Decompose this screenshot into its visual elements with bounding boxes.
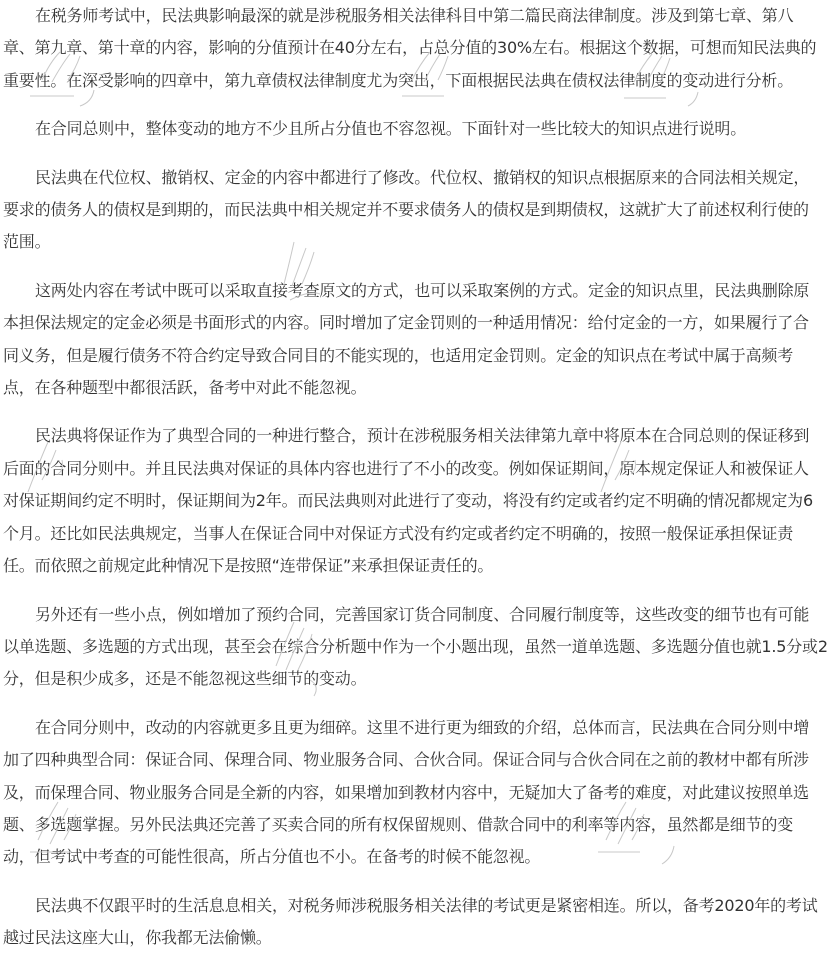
paragraph-line: 本担保法规定的定金必须是书面形式的内容。同时增加了定金罚则的一种适用情况：给付定金的一方，如果履行了合 xyxy=(3,313,809,333)
paragraph-guarantee xyxy=(3,420,828,582)
paragraph-line: 个月。还比如民法典规定，当事人在保证合同中对保证方式没有约定或者约定不明确的，按照一般保证承担保证责 xyxy=(3,523,794,543)
paragraph-line: 加了四种典型合同：保证合同、保理合同、物业服务合同、合伙合同。保证合同与合伙合同在之前的教材中都有所涉 xyxy=(3,750,809,770)
paragraph-line: 越过民法这座大山，你我都无法偷懒。 xyxy=(3,928,272,948)
paragraph-deposit xyxy=(3,275,828,405)
paragraph-line: 要求的债务人的债权是到期的，而民法典中相关规定并不要求债务人的债权是到期债权，这就扩大了前述权利行使的 xyxy=(3,200,809,220)
paragraph-line: 民法典在代位权、撤销权、定金的内容中都进行了修改。代位权、撤销权的知识点根据原来的合同法相关规定， xyxy=(35,167,810,187)
paragraph-line: 分，但是积少成多，还是不能忽视这些细节的变动。 xyxy=(3,669,367,689)
paragraph-subrogation-revocation xyxy=(3,162,828,259)
paragraph-line: 这两处内容在考试中既可以采取直接考查原文的方式，也可以采取案例的方式。定金的知识点里，民法典删除原 xyxy=(35,280,810,300)
paragraph-intro xyxy=(3,0,828,97)
paragraph-line: 以单选题、多选题的方式出现，甚至会在综合分析题中作为一个小题出现，虽然一道单选题、多选题分值也就1.5分或2 xyxy=(3,636,828,656)
paragraph-line: 另外还有一些小点，例如增加了预约合同，完善国家订货合同制度、合同履行制度等，这些改变的细节也有可能 xyxy=(35,604,810,624)
paragraph-line: 在税务师考试中，民法典影响最深的就是涉税服务相关法律科目中第二篇民商法律制度。涉及到第七章、第八 xyxy=(35,6,794,25)
paragraph-line: 对保证期间约定不明时，保证期间为2年。而民法典则对此进行了变动，将没有约定或者约定不明确的情况都规定为6 xyxy=(3,491,813,511)
paragraph-line: 题、多选题掌握。另外民法典还完善了买卖合同的所有权保留规则、借款合同中的利率等内容，虽然都是细节的变 xyxy=(3,814,794,834)
paragraph-line: 在合同分则中，改动的内容就更多且更为细碎。这里不进行更为细致的介绍，总体而言，民法典在合同分则中增 xyxy=(35,717,810,737)
paragraph-line: 民法典不仅跟平时的生活息息相关，对税务师涉税服务相关法律的考试更是紧密相连。所以，备考2020年的考试 xyxy=(35,895,818,915)
paragraph-minor-points xyxy=(3,599,828,696)
paragraph-line: 后面的合同分则中。并且民法典对保证的具体内容也进行了不小的改变。例如保证期间，原本规定保证人和被保证人 xyxy=(3,458,809,478)
paragraph-conclusion xyxy=(3,890,828,955)
paragraph-contract-specific xyxy=(3,712,828,874)
paragraph-line: 动，但考试中考查的可能性很高，所占分值也不小。在备考的时候不能忽视。 xyxy=(3,847,541,867)
paragraph-contract-general xyxy=(3,113,828,145)
article-body xyxy=(3,0,828,971)
paragraph-line: 及，而保理合同、物业服务合同是全新的内容，如果增加到教材内容中，无疑加大了备考的难度，对此建议按照单选 xyxy=(3,782,809,802)
paragraph-line: 民法典将保证作为了典型合同的一种进行整合，预计在涉税服务相关法律第九章中将原本在合同总则的保证移到 xyxy=(35,426,810,446)
paragraph-line: 任。而依照之前规定此种情况下是按照“连带保证”来承担保证责任的。 xyxy=(3,556,494,576)
paragraph-line: 点，在各种题型中都很活跃，备考中对此不能忽视。 xyxy=(3,378,367,398)
paragraph-line: 章、第九章、第十章的内容，影响的分值预计在40分左右，占总分值的30%左右。根据这个数据，可想而知民法典的 xyxy=(3,38,817,58)
paragraph-line: 重要性。在深受影响的四章中，第九章债权法律制度尤为突出，下面根据民法典在债权法律制度的变动进行分析。 xyxy=(3,70,794,90)
paragraph-line: 在合同总则中，整体变动的地方不少且所占分值也不容忽视。下面针对一些比较大的知识点进行说明。 xyxy=(35,119,747,139)
paragraph-line: 范围。 xyxy=(3,232,51,252)
paragraph-line: 同义务，但是履行债务不符合约定导致合同目的不能实现的，也适用定金罚则。定金的知识点在考试中属于高频考 xyxy=(3,345,794,365)
